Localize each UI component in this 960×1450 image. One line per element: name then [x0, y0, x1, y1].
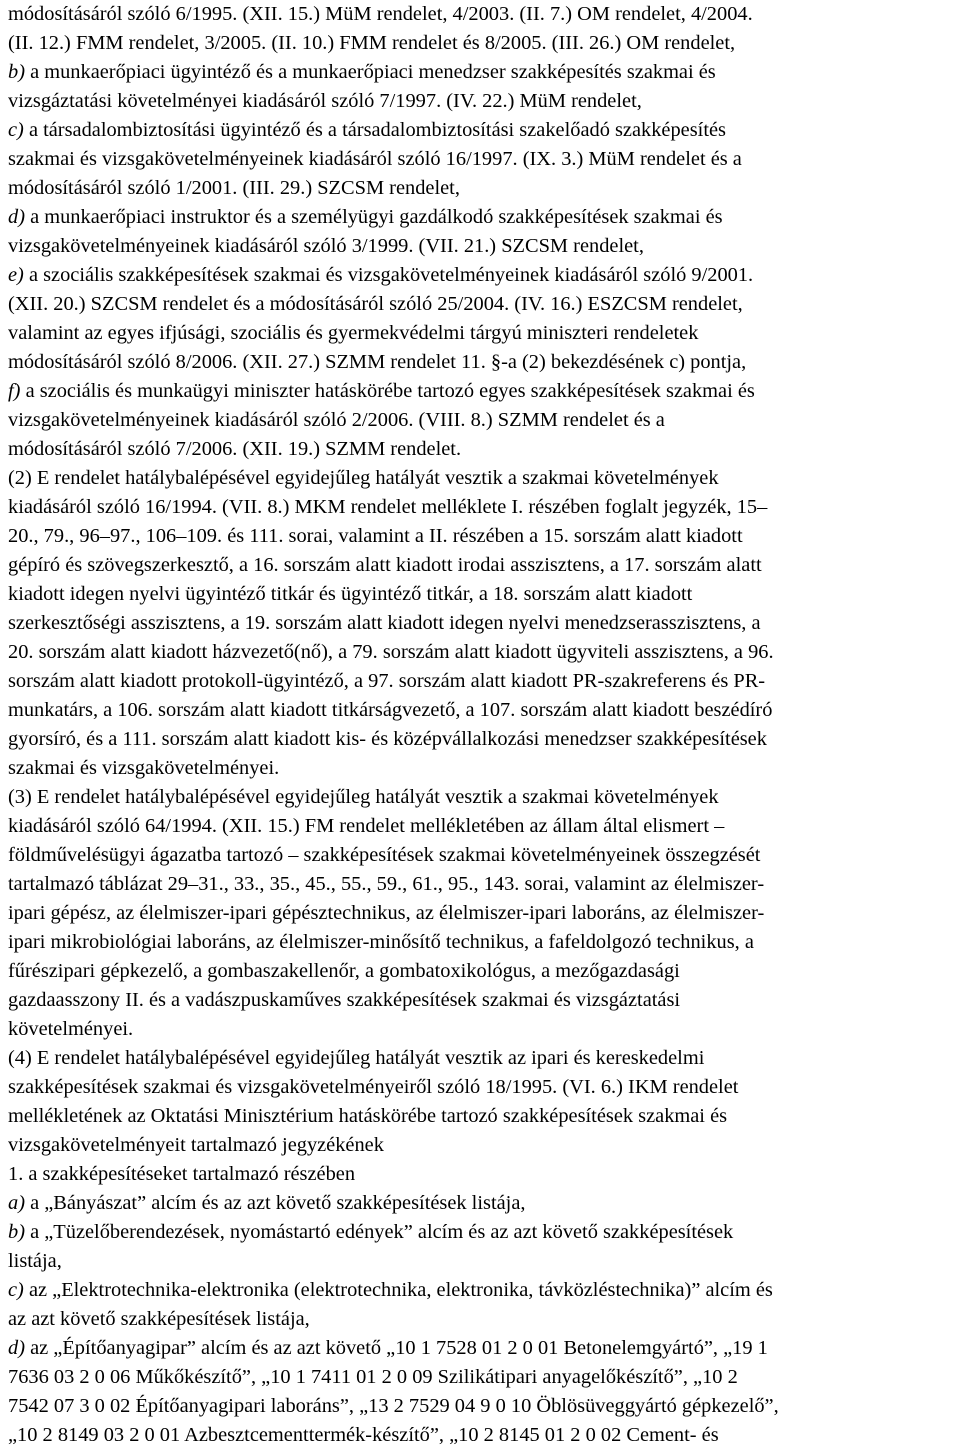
list-marker: c) — [8, 1279, 24, 1301]
line-text: kiadásáról szóló 16/1994. (VII. 8.) MKM rendelet melléklete I. részében foglalt jegyzék, 15– — [8, 496, 768, 518]
text-line — [8, 435, 952, 464]
text-line — [8, 87, 952, 116]
text-line — [8, 1421, 952, 1450]
line-text: 20. sorszám alatt kiadott házvezető(nő), a 79. sorszám alatt kiadott ügyviteli asszisztens, a 96. — [8, 641, 774, 663]
text-line — [8, 1102, 952, 1131]
line-text: fűrészipari gépkezelő, a gombaszakellenőr, a gombatoxikológus, a mezőgazdasági — [8, 960, 680, 982]
text-line — [8, 986, 952, 1015]
line-text: gépíró és szövegszerkesztő, a 16. sorszám alatt kiadott irodai asszisztens, a 17. sorszám alatt — [8, 554, 762, 576]
text-line — [8, 174, 952, 203]
line-text: a „Tüzelőberendezések, nyomástartó edények” alcím és az azt követő szakképesítések — [25, 1221, 734, 1243]
text-line — [8, 290, 952, 319]
line-text: (3) E rendelet hatálybalépésével egyidejűleg hatályát vesztik a szakmai követelmények — [8, 786, 719, 808]
line-text: az „Elektrotechnika-elektronika (elektrotechnika, elektronika, távközléstechnika)” alcím és — [23, 1279, 773, 1301]
text-line — [8, 348, 952, 377]
line-text: módosításáról szóló 8/2006. (XII. 27.) SZMM rendelet 11. §-a (2) bekezdésének c) pontja, — [8, 351, 747, 373]
text-line — [8, 493, 952, 522]
text-line — [8, 696, 952, 725]
line-text: kiadott idegen nyelvi ügyintéző titkár és ügyintéző titkár, a 18. sorszám alatt kiadott — [8, 583, 693, 605]
text-line — [8, 1218, 952, 1247]
text-line — [8, 928, 952, 957]
text-line — [8, 783, 952, 812]
line-text: a szociális és munkaügyi miniszter hatáskörébe tartozó egyes szakképesítések szakmai és — [20, 380, 755, 402]
line-text: követelményei. — [8, 1018, 134, 1040]
line-text: vizsgakövetelményeit tartalmazó jegyzékének — [8, 1134, 384, 1156]
text-line — [8, 1305, 952, 1334]
text-line — [8, 1073, 952, 1102]
list-marker: f) — [8, 380, 21, 402]
text-line — [8, 1160, 952, 1189]
line-text: 1. a szakképesítéseket tartalmazó részében — [8, 1163, 356, 1185]
line-text: valamint az egyes ifjúsági, szociális és gyermekvédelmi tárgyú miniszteri rendeletek — [8, 322, 699, 344]
line-text: sorszám alatt kiadott protokoll-ügyintéző, a 97. sorszám alatt kiadott PR-szakreferens és PR- — [8, 670, 766, 692]
line-text: mellékletének az Oktatási Minisztérium hatáskörébe tartozó szakképesítések szakmai és — [8, 1105, 728, 1127]
text-line — [8, 203, 952, 232]
line-text: a „Bányászat” alcím és az azt követő szakképesítések listája, — [25, 1192, 526, 1214]
list-marker: e) — [8, 264, 24, 286]
line-text: tartalmazó táblázat 29–31., 33., 35., 45., 55., 59., 61., 95., 143. sorai, valamint az élelmiszer- — [8, 873, 765, 895]
text-line — [8, 667, 952, 696]
line-text: ipari mikrobiológiai laboráns, az élelmiszer-minősítő technikus, a fafeldolgozó technikus, a — [8, 931, 754, 953]
text-line — [8, 957, 952, 986]
line-text: gazdaasszony II. és a vadászpuskaműves szakképesítések szakmai és vizsgáztatási — [8, 989, 681, 1011]
list-marker: c) — [8, 119, 24, 141]
list-marker: b) — [8, 1221, 25, 1243]
text-line — [8, 551, 952, 580]
text-line — [8, 725, 952, 754]
list-marker: d) — [8, 206, 25, 228]
text-line — [8, 1392, 952, 1421]
text-line — [8, 1015, 952, 1044]
line-text: a munkaerőpiaci instruktor és a személyügyi gazdálkodó szakképesítések szakmai és — [25, 206, 723, 228]
text-line — [8, 319, 952, 348]
line-text: 20., 79., 96–97., 106–109. és 111. sorai, valamint a II. részében a 15. sorszám alatt kiadott — [8, 525, 743, 547]
text-line — [8, 464, 952, 493]
line-text: vizsgakövetelményeinek kiadásáról szóló 2/2006. (VIII. 8.) SZMM rendelet és a — [8, 409, 665, 431]
line-text: vizsgáztatási követelményei kiadásáról szóló 7/1997. (IV. 22.) MüM rendelet, — [8, 90, 642, 112]
line-text: módosításáról szóló 6/1995. (XII. 15.) MüM rendelet, 4/2003. (II. 7.) OM rendelet, 4/2004. — [8, 3, 753, 25]
text-line — [8, 261, 952, 290]
text-line — [8, 232, 952, 261]
text-line — [8, 116, 952, 145]
text-line — [8, 899, 952, 928]
line-text: (II. 12.) FMM rendelet, 3/2005. (II. 10.) FMM rendelet és 8/2005. (III. 26.) OM rendelet, — [8, 32, 736, 54]
line-text: módosításáról szóló 1/2001. (III. 29.) SZCSM rendelet, — [8, 177, 460, 199]
line-text: szakmai és vizsgakövetelményeinek kiadásáról szóló 16/1997. (IX. 3.) MüM rendelet és a — [8, 148, 742, 170]
line-text: listája, — [8, 1250, 62, 1272]
line-text: (4) E rendelet hatálybalépésével egyidejűleg hatályát vesztik az ipari és kereskedelmi — [8, 1047, 705, 1069]
text-line — [8, 1363, 952, 1392]
line-text: (XII. 20.) SZCSM rendelet és a módosításáról szóló 25/2004. (IV. 16.) ESZCSM rendelet, — [8, 293, 743, 315]
text-line — [8, 145, 952, 174]
text-line — [8, 609, 952, 638]
line-text: a társadalombiztosítási ügyintéző és a társadalombiztosítási szakelőadó szakképesítés — [23, 119, 726, 141]
list-marker: b) — [8, 61, 25, 83]
line-text: „10 2 8149 03 2 0 01 Azbesztcementtermék-készítő”, „10 2 8145 01 2 0 02 Cement- és — [8, 1424, 719, 1446]
line-text: kiadásáról szóló 64/1994. (XII. 15.) FM rendelet mellékletében az állam által elismert – — [8, 815, 725, 837]
text-line — [8, 1131, 952, 1160]
line-text: a munkaerőpiaci ügyintéző és a munkaerőpiaci menedzser szakképesítés szakmai és — [25, 61, 716, 83]
text-line — [8, 0, 952, 29]
line-text: az azt követő szakképesítések listája, — [8, 1308, 310, 1330]
line-text: földművelésügyi ágazatba tartozó – szakképesítések szakmai követelményeinek összegzését — [8, 844, 761, 866]
text-line — [8, 1189, 952, 1218]
line-text: az „Építőanyagipar” alcím és az azt követő „10 1 7528 01 2 0 01 Betonelemgyártó”, „19 1 — [25, 1337, 768, 1359]
list-marker: d) — [8, 1337, 25, 1359]
text-line — [8, 870, 952, 899]
text-line — [8, 754, 952, 783]
list-marker: a) — [8, 1192, 25, 1214]
text-line — [8, 58, 952, 87]
line-text: gyorsíró, és a 111. sorszám alatt kiadott kis- és középvállalkozási menedzser szakképesítések — [8, 728, 767, 750]
text-line — [8, 638, 952, 667]
text-line — [8, 29, 952, 58]
line-text: vizsgakövetelményeinek kiadásáról szóló 3/1999. (VII. 21.) SZCSM rendelet, — [8, 235, 644, 257]
line-text: ipari gépész, az élelmiszer-ipari gépésztechnikus, az élelmiszer-ipari laboráns, az élelmiszer- — [8, 902, 765, 924]
line-text: szerkesztőségi asszisztens, a 19. sorszám alatt kiadott idegen nyelvi menedzserasszisztens, a — [8, 612, 761, 634]
line-text: szakképesítések szakmai és vizsgakövetelményeiről szóló 18/1995. (VI. 6.) IKM rendelet — [8, 1076, 739, 1098]
line-text: a szociális szakképesítések szakmai és vizsgakövetelményeinek kiadásáról szóló 9/2001. — [23, 264, 754, 286]
text-line — [8, 812, 952, 841]
text-line — [8, 841, 952, 870]
line-text: (2) E rendelet hatálybalépésével egyidejűleg hatályát vesztik a szakmai követelmények — [8, 467, 719, 489]
text-line — [8, 580, 952, 609]
text-line — [8, 522, 952, 551]
line-text: módosításáról szóló 7/2006. (XII. 19.) SZMM rendelet. — [8, 438, 462, 460]
line-text: 7636 03 2 0 06 Műkőkészítő”, „10 1 7411 01 2 0 09 Szilikátipari anyagelőkészítő”, „10 2 — [8, 1366, 738, 1388]
text-line — [8, 1334, 952, 1363]
text-line — [8, 377, 952, 406]
text-line — [8, 406, 952, 435]
text-line — [8, 1247, 952, 1276]
text-line — [8, 1276, 952, 1305]
line-text: szakmai és vizsgakövetelményei. — [8, 757, 280, 779]
line-text: 7542 07 3 0 02 Építőanyagipari laboráns”, „13 2 7529 04 9 0 10 Öblösüveggyártó gépkezelő”, — [8, 1395, 779, 1417]
text-line — [8, 1044, 952, 1073]
line-text: munkatárs, a 106. sorszám alatt kiadott titkárságvezető, a 107. sorszám alatt kiadott beszédíró — [8, 699, 773, 721]
